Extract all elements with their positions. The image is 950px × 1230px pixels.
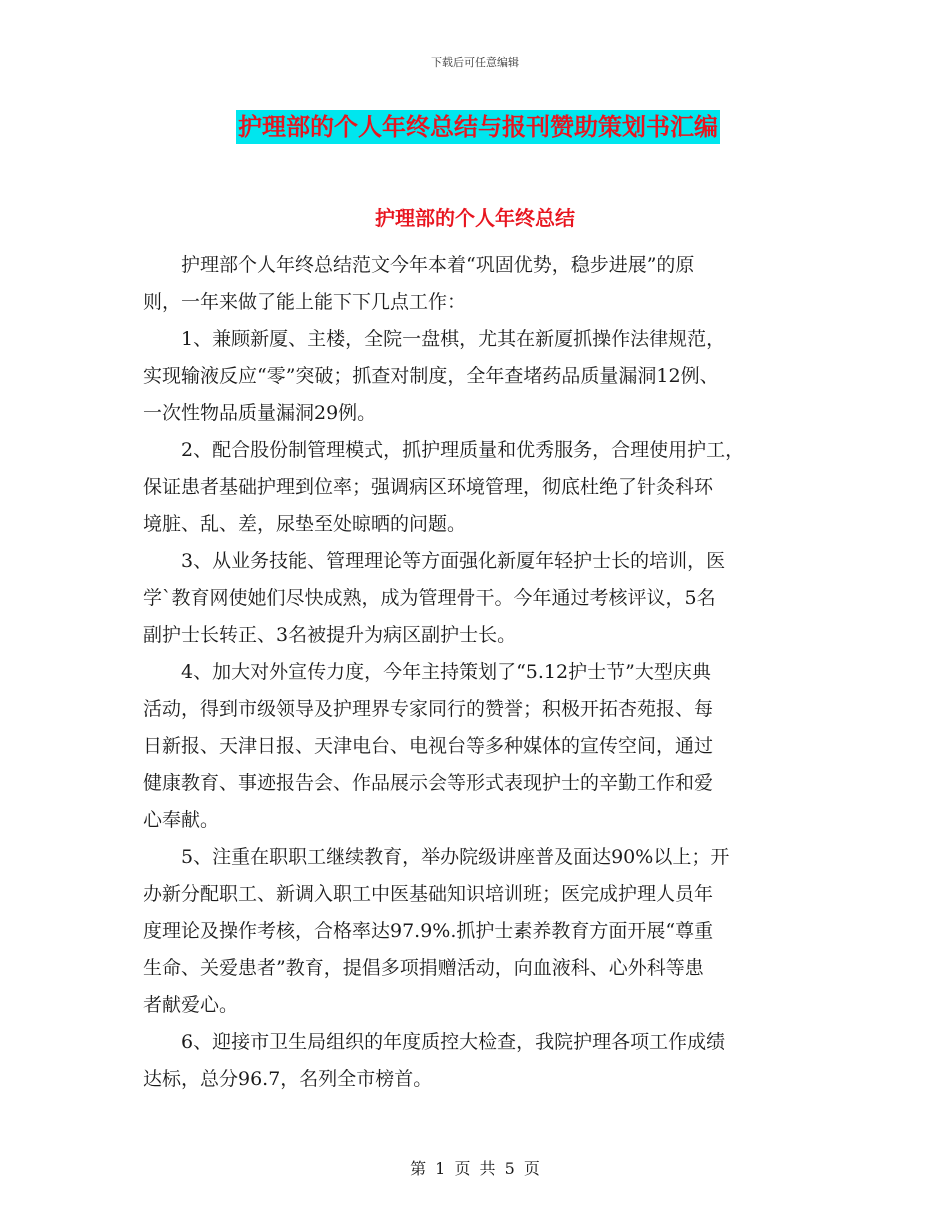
- page-number-footer: 第 1 页 共 5 页: [410, 1159, 540, 1178]
- text-line: 日新报、天津日报、天津电台、电视台等多种媒体的宣传空间，通过: [143, 735, 714, 757]
- section-title: 护理部的个人年终总结: [375, 206, 575, 230]
- text-line: 5、注重在职职工继续教育，举办院级讲座普及面达90%以上；开: [143, 846, 730, 868]
- text-line: 者献爱心。: [143, 994, 239, 1016]
- text-line: 度理论及操作考核，合格率达97.9%.抓护士素养教育方面开展“尊重: [143, 920, 714, 942]
- text-line: 1、兼顾新厦、主楼，全院一盘棋，尤其在新厦抓操作法律规范，: [143, 328, 726, 350]
- paragraph-item-4: [143, 654, 818, 839]
- text-line: 一次性物品质量漏洞29例。: [143, 402, 377, 424]
- paragraph-item-5: [143, 839, 818, 1024]
- text-line: 则，一年来做了能上能下下几点工作：: [143, 291, 467, 313]
- paragraph-item-1: [143, 321, 818, 432]
- text-line: 保证患者基础护理到位率；强调病区环境管理，彻底杜绝了针灸科环: [143, 476, 714, 498]
- text-line: 3、从业务技能、管理理论等方面强化新厦年轻护士长的培训，医: [143, 550, 726, 572]
- text-line: 活动，得到市级领导及护理界专家同行的赞誉；积极开拓杏苑报、每: [143, 698, 714, 720]
- text-line: 4、加大对外宣传力度，今年主持策划了“5.12护士节”大型庆典: [143, 661, 711, 683]
- text-line: 办新分配职工、新调入职工中医基础知识培训班；医完成护理人员年: [143, 883, 714, 905]
- paragraph-item-6: [143, 1024, 818, 1098]
- paragraph-item-2: [143, 432, 818, 543]
- document-body: [143, 247, 818, 1098]
- text-line: 副护士长转正、3名被提升为病区副护士长。: [143, 624, 517, 646]
- text-line: 心奉献。: [143, 809, 220, 831]
- text-line: 学`教育网使她们尽快成熟，成为管理骨干。今年通过考核评议，5名: [143, 587, 716, 609]
- text-line: 实现输液反应“零”突破；抓查对制度，全年查堵药品质量漏洞12例、: [143, 365, 719, 387]
- document-main-title: 护理部的个人年终总结与报刊赞助策划书汇编: [236, 110, 720, 144]
- text-line: 2、配合股份制管理模式，抓护理质量和优秀服务，合理使用护工，: [143, 439, 745, 461]
- text-line: 境脏、乱、差，尿垫至处晾晒的问题。: [143, 513, 467, 535]
- paragraph-intro: [143, 247, 818, 321]
- text-line: 达标，总分96.7，名列全市榜首。: [143, 1068, 433, 1090]
- text-line: 护理部个人年终总结范文今年本着“巩固优势，稳步进展”的原: [143, 254, 695, 276]
- text-line: 健康教育、事迹报告会、作品展示会等形式表现护士的辛勤工作和爱: [143, 772, 714, 794]
- paragraph-item-3: [143, 543, 818, 654]
- header-note: 下载后可任意编辑: [431, 56, 519, 69]
- text-line: 生命、关爱患者”教育，提倡多项捐赠活动，向血液科、心外科等患: [143, 957, 704, 979]
- text-line: 6、迎接市卫生局组织的年度质控大检查，我院护理各项工作成绩: [143, 1031, 726, 1053]
